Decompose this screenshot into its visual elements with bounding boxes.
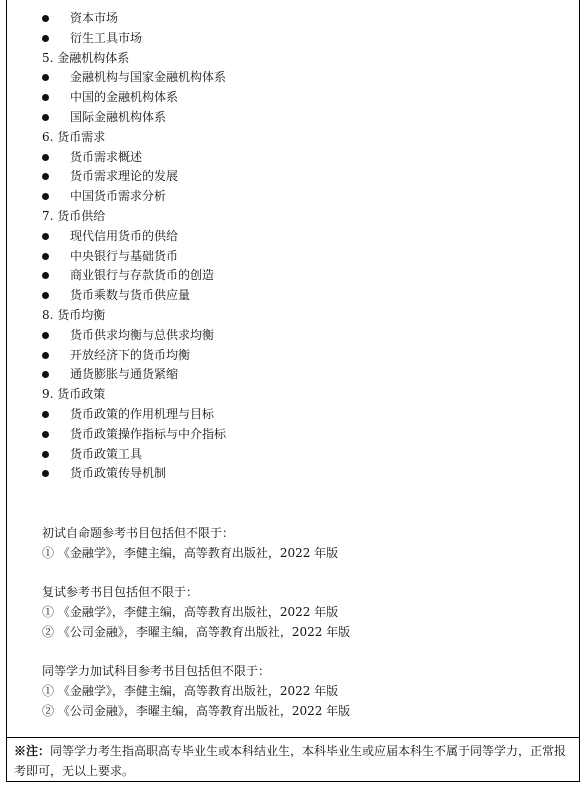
bullet-dot-icon [42,411,49,418]
list-item [42,108,562,128]
bullet-dot-icon [42,15,49,22]
list-item [42,148,562,168]
list-item [42,405,562,425]
line-text: 国际金融机构体系 [70,109,167,124]
line-text: 中国的金融机构体系 [70,90,179,105]
line-text: ② 《公司金融》，李曜主编，高等教育出版社，2022 年版 [42,624,351,639]
line-text: ① 《金融学》，李健主编，高等教育出版社，2022 年版 [42,684,339,699]
list-item [42,286,562,306]
table-divider [6,737,580,738]
footnote [14,741,576,781]
text-line [42,662,562,682]
line-text: 货币政策工具 [70,446,143,461]
line-text: ② 《公司金融》，李曜主编，高等教育出版社，2022 年版 [42,703,351,718]
footnote-text: 同等学力考生指高职高专毕业生或本科结业生，本科毕业生或应届本科生不属于同等学力，正常报考即可，无以上要求。 [14,744,567,778]
text-line [42,702,562,722]
line-text: 中央银行与基础货币 [70,248,179,263]
line-text: 商业银行与存款货币的创造 [70,268,215,283]
section-heading [42,128,562,148]
line-text: 金融机构与国家金融机构体系 [70,70,227,85]
list-item [42,365,562,385]
line-text: 9. 货币政策 [42,387,106,402]
line-text: 货币需求理论的发展 [70,169,179,184]
text-line [42,524,562,544]
bullet-dot-icon [42,451,49,458]
list-item [42,88,562,108]
line-text: ① 《金融学》，李健主编，高等教育出版社，2022 年版 [42,545,339,560]
bullet-dot-icon [42,371,49,378]
line-text: 5. 金融机构体系 [42,50,130,65]
line-text: 7. 货币供给 [42,208,106,223]
bullet-dot-icon [42,173,49,180]
line-text: 复试参考书目包括但不限于： [42,585,199,600]
blank-line [42,643,562,663]
blank-line [42,504,562,524]
text-line [42,544,562,564]
section-heading [42,49,562,69]
list-item [42,9,562,29]
bullet-dot-icon [42,431,49,438]
list-item [42,346,562,366]
list-item [42,266,562,286]
line-text: 同等学力加试科目参考书目包括但不限于： [42,664,271,679]
section-heading [42,207,562,227]
line-text: 货币乘数与货币供应量 [70,288,191,303]
line-text: 8. 货币均衡 [42,307,106,322]
bullet-dot-icon [42,114,49,121]
list-item [42,29,562,49]
bullet-dot-icon [42,154,49,161]
section-heading [42,306,562,326]
line-text: 衍生工具市场 [70,30,143,45]
line-text: 初试自命题参考书目包括但不限于： [42,525,235,540]
blank-line [42,563,562,583]
section-heading [42,385,562,405]
bullet-dot-icon [42,233,49,240]
text-line [42,583,562,603]
bullet-dot-icon [42,253,49,260]
line-text: 现代信用货币的供给 [70,228,179,243]
list-item [42,68,562,88]
list-item [42,445,562,465]
text-line [42,603,562,623]
line-text: 通货膨胀与通货紧缩 [70,367,179,382]
line-text: ① 《金融学》，李健主编，高等教育出版社，2022 年版 [42,604,339,619]
line-text: 开放经济下的货币均衡 [70,347,191,362]
line-text: 货币政策传导机制 [70,466,167,481]
bullet-dot-icon [42,332,49,339]
list-item [42,326,562,346]
text-line [42,682,562,702]
text-line [42,623,562,643]
line-text: 中国货币需求分析 [70,189,167,204]
bullet-dot-icon [42,94,49,101]
bullet-dot-icon [42,292,49,299]
list-item [42,167,562,187]
bullet-dot-icon [42,470,49,477]
line-text: 6. 货币需求 [42,129,106,144]
footnote-label: ※注： [14,744,51,758]
bullet-dot-icon [42,352,49,359]
bullet-dot-icon [42,35,49,42]
line-text: 资本市场 [70,11,119,25]
line-text: 货币政策操作指标与中介指标 [70,426,227,441]
bullet-dot-icon [42,272,49,279]
list-item [42,227,562,247]
line-text: 货币政策的作用机理与目标 [70,406,215,421]
list-item [42,187,562,207]
bullet-dot-icon [42,74,49,81]
line-text: 货币需求概述 [70,149,143,164]
syllabus-content [42,9,562,722]
list-item [42,425,562,445]
list-item [42,464,562,484]
line-text: 货币供求均衡与总供求均衡 [70,327,215,342]
bullet-dot-icon [42,193,49,200]
list-item [42,247,562,267]
blank-line [42,484,562,504]
